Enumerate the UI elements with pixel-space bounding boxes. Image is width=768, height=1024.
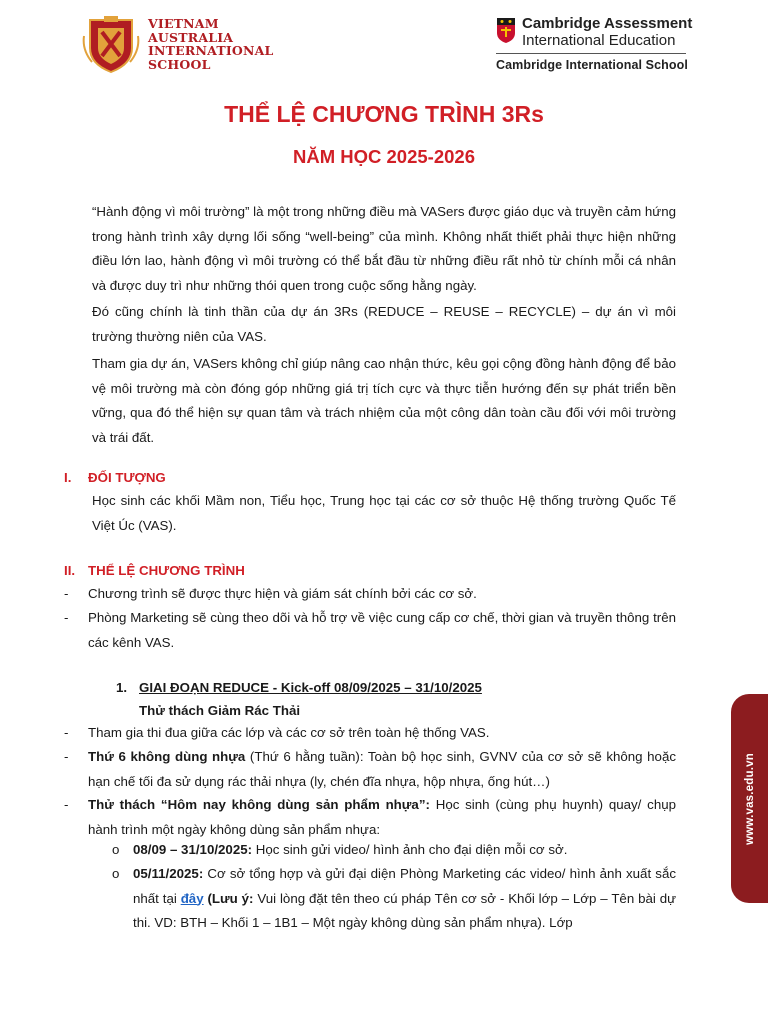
list-item: - Phòng Marketing sẽ cùng theo dõi và hỗ trợ về việc cung cấp cơ chế, thời gian và truyền thông trên các kênh VAS. <box>64 610 676 650</box>
vas-logo <box>82 14 273 74</box>
sub-list-item: o 08/09 – 31/10/2025: Học sinh gửi video/ hình ảnh cho đại diện mỗi cơ sở. <box>112 842 568 857</box>
list-item: - Chương trình sẽ được thực hiện và giám sát chính bởi các cơ sở. <box>64 586 477 601</box>
challenge-title: Thử thách Giảm Rác Thải <box>139 703 301 718</box>
cambridge-school: Cambridge International School <box>496 58 688 72</box>
intro-paragraph-3: Tham gia dự án, VASers không chỉ giúp nâng cao nhận thức, kêu gọi cộng đồng hành động để bảo vệ môi trường mà còn đóng góp những giá trị tích cực và thực tiễn hướng đến sự phát triển bền vững, qua đó thể hiện sự quan tâm và trách nhiệm của một công dân toàn cầu đối với môi trường và trái đất. <box>92 356 676 445</box>
section-heading-the-le <box>64 563 245 578</box>
cambridge-shield-icon <box>496 17 516 44</box>
phase-heading: 1. GIAI ĐOẠN REDUCE - Kick-off 08/09/2025 – 31/10/2025 <box>116 680 482 695</box>
section-number: I. <box>64 470 72 485</box>
submission-link[interactable]: đây <box>180 890 204 906</box>
section-title: ĐỐI TƯỢNG <box>88 470 166 485</box>
vas-crest-icon <box>82 14 140 74</box>
list-item: - Thử thách “Hôm nay không dùng sản phẩm nhựa”: Học sinh (cùng phụ huynh) quay/ chụp hành trình một ngày không dùng sản phẩm nhựa: <box>64 797 677 837</box>
page-subtitle: NĂM HỌC 2025-2026 <box>293 146 475 167</box>
list-item: - Thứ 6 không dùng nhựa (Thứ 6 hằng tuần): Toàn bộ học sinh, GVNV của cơ sở sẽ không hoặc hạn chế tối đa sử dụng rác thải nhựa (ly, chén đĩa nhựa, hộp nhựa, ống hút…) <box>64 749 676 789</box>
section1-text: Học sinh các khối Mầm non, Tiểu học, Trung học tại các cơ sở thuộc Hệ thống trường Quốc Tế Việt Úc (VAS). <box>92 493 676 533</box>
website-side-tab[interactable] <box>731 694 768 903</box>
page-title: THỂ LỆ CHƯƠNG TRÌNH 3Rs <box>224 101 544 127</box>
cambridge-divider <box>496 53 686 54</box>
section-number: II. <box>64 563 76 578</box>
section-title: THỂ LỆ CHƯƠNG TRÌNH <box>88 563 245 578</box>
website-url: www.vas.edu.vn <box>743 752 756 845</box>
section-heading-doi-tuong <box>64 470 166 485</box>
cambridge-logo <box>496 16 692 72</box>
sub-list-item: o 05/11/2025: Cơ sở tổng hợp và gửi đại diện Phòng Marketing các video/ hình ảnh xuất sắc nhất tại đây (Lưu ý: Vui lòng đặt tên theo cú pháp Tên cơ sở - Khối lớp – Lớp – Tên bài dự thi. VD: BTH – Khối 1 – 1B1 – Một ngày không dùng sản phẩm nhựa). Lớp <box>112 866 677 930</box>
intro-paragraph-2: Đó cũng chính là tinh thần của dự án 3Rs (REDUCE – REUSE – RECYCLE) – dự án vì môi trường thường niên của VAS. <box>92 304 676 344</box>
cambridge-subtitle: International Education <box>522 32 676 49</box>
cambridge-title: Cambridge Assessment <box>522 15 693 32</box>
vas-school-name: VIETNAM AUSTRALIA INTERNATIONAL SCHOOL <box>148 16 274 72</box>
intro-paragraph-1: “Hành động vì môi trường” là một trong những điều mà VASers được giáo dục và truyền cảm hứng trong hành trình xây dựng lối sống “well-being” của mình. Không nhất thiết phải thực hiện những điều lớn lao, hành động vì môi trường có thể bắt đầu từ những điều rất nhỏ từ chính mỗi cá nhân và được duy trì như những thói quen trong cuộc sống hằng ngày. <box>92 204 676 293</box>
list-item: - Tham gia thi đua giữa các lớp và các cơ sở trên toàn hệ thống VAS. <box>64 725 490 740</box>
